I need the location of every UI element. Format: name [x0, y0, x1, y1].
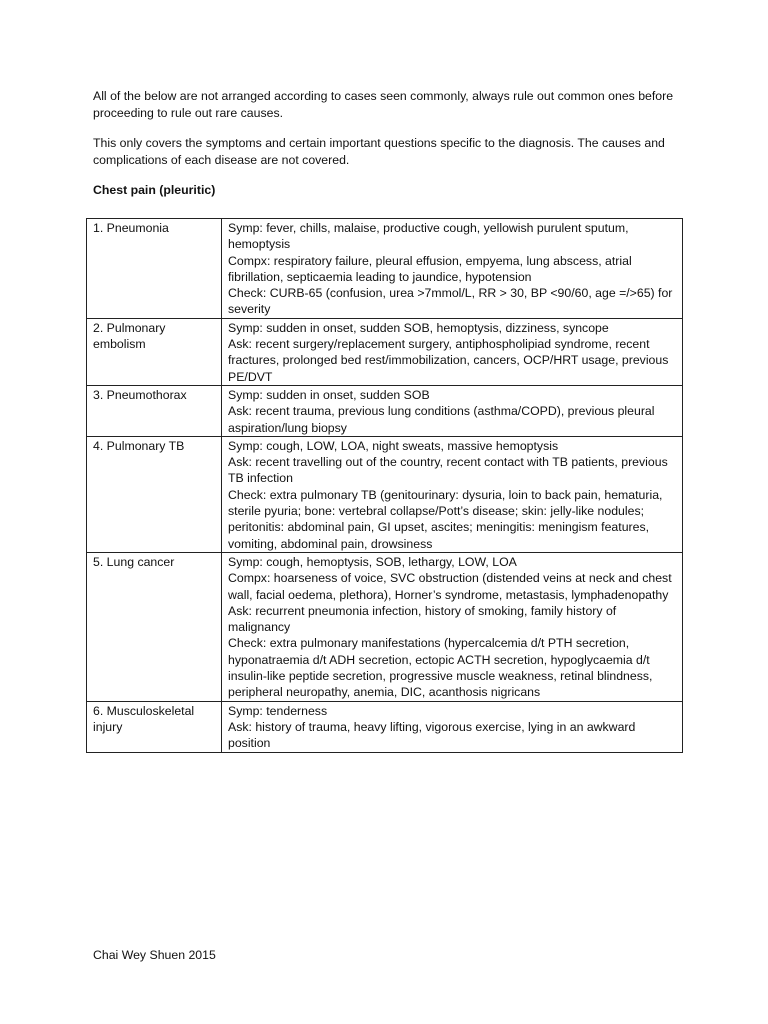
details-cell [222, 701, 683, 752]
detail-line: Symp: fever, chills, malaise, productive cough, yellowish purulent sputum, hemoptysis [228, 221, 629, 252]
detail-line: Check: extra pulmonary manifestations (hypercalcemia d/t PTH secretion, hyponatraemia d/t ADH secretion, ectopic ACTH secretion, hypoglycaemia d/t insulin-like peptide secretion, progressive muscle weakness, retinal blindness, peripheral neuropathy, anemia, DIC, acanthosis nigricans [228, 636, 653, 700]
detail-line: Symp: sudden in onset, sudden SOB [228, 387, 430, 402]
condition-cell: 2. Pulmonary embolism [87, 318, 222, 385]
detail-line: Ask: recent surgery/replacement surgery, antiphospholipiad syndrome, recent fractures, prolonged bed rest/immobilization, cancers, OCP/HRT usage, previous PE/DVT [228, 337, 669, 384]
detail-line: Compx: hoarseness of voice, SVC obstruction (distended veins at neck and chest wall, facial oedema, plethora), Horner’s syndrome, metastasis, lymphadenopathy [228, 571, 672, 602]
detail-line: Symp: tenderness [228, 703, 328, 718]
details-cell [222, 552, 683, 701]
footer-author: Chai Wey Shuen 2015 [93, 948, 216, 962]
detail-line: Symp: sudden in onset, sudden SOB, hemoptysis, dizziness, syncope [228, 320, 609, 335]
document-body [93, 88, 683, 209]
details-cell [222, 219, 683, 319]
detail-line: Ask: recent travelling out of the country, recent contact with TB patients, previous TB infection [228, 455, 668, 486]
table-row [87, 701, 683, 752]
detail-line: Ask: history of trauma, heavy lifting, vigorous exercise, lying in an awkward position [228, 719, 636, 751]
detail-line: Ask: recurrent pneumonia infection, history of smoking, family history of malignancy [228, 603, 617, 635]
diagnosis-table [86, 218, 683, 753]
table-row [87, 436, 683, 552]
details-cell [222, 436, 683, 552]
detail-line: Symp: cough, hemoptysis, SOB, lethargy, LOW, LOA [228, 554, 517, 569]
section-heading: Chest pain (pleuritic) [93, 183, 216, 197]
table-row [87, 552, 683, 701]
details-cell [222, 385, 683, 436]
detail-line: Ask: recent trauma, previous lung conditions (asthma/COPD), previous pleural aspiration/lung biopsy [228, 404, 655, 435]
table-row [87, 318, 683, 385]
condition-cell: 4. Pulmonary TB [87, 436, 222, 552]
detail-line: Check: extra pulmonary TB (genitourinary: dysuria, loin to back pain, hematuria, sterile pyuria; bone: vertebral collapse/Pott’s disease; skin: jelly-like nodules; peritonitis: abdominal pain, GI upset, ascites; meningitis: meningism features, vomiting, abdominal pain, drowsiness [228, 487, 663, 551]
detail-line: Compx: respiratory failure, pleural effusion, empyema, lung abscess, atrial fibrillation, septicaemia leading to jaundice, hypotension [228, 253, 632, 284]
detail-line: Check: CURB-65 (confusion, urea >7mmol/L, RR > 30, BP <90/60, age =/>65) for severity [228, 286, 673, 317]
condition-cell: 3. Pneumothorax [87, 385, 222, 436]
condition-cell: 6. Musculoskeletal injury [87, 701, 222, 752]
intro-paragraph-1: All of the below are not arranged according to cases seen commonly, always rule out common ones before proceeding to rule out rare causes. [93, 89, 674, 120]
details-cell [222, 318, 683, 385]
table-row [87, 219, 683, 319]
intro-paragraph-2: This only covers the symptoms and certain important questions specific to the diagnosis. The causes and complications of each disease are not covered. [93, 136, 665, 167]
detail-line: Symp: cough, LOW, LOA, night sweats, massive hemoptysis [228, 438, 559, 453]
table-row [87, 385, 683, 436]
condition-cell: 5. Lung cancer [87, 552, 222, 701]
condition-cell: 1. Pneumonia [87, 219, 222, 319]
